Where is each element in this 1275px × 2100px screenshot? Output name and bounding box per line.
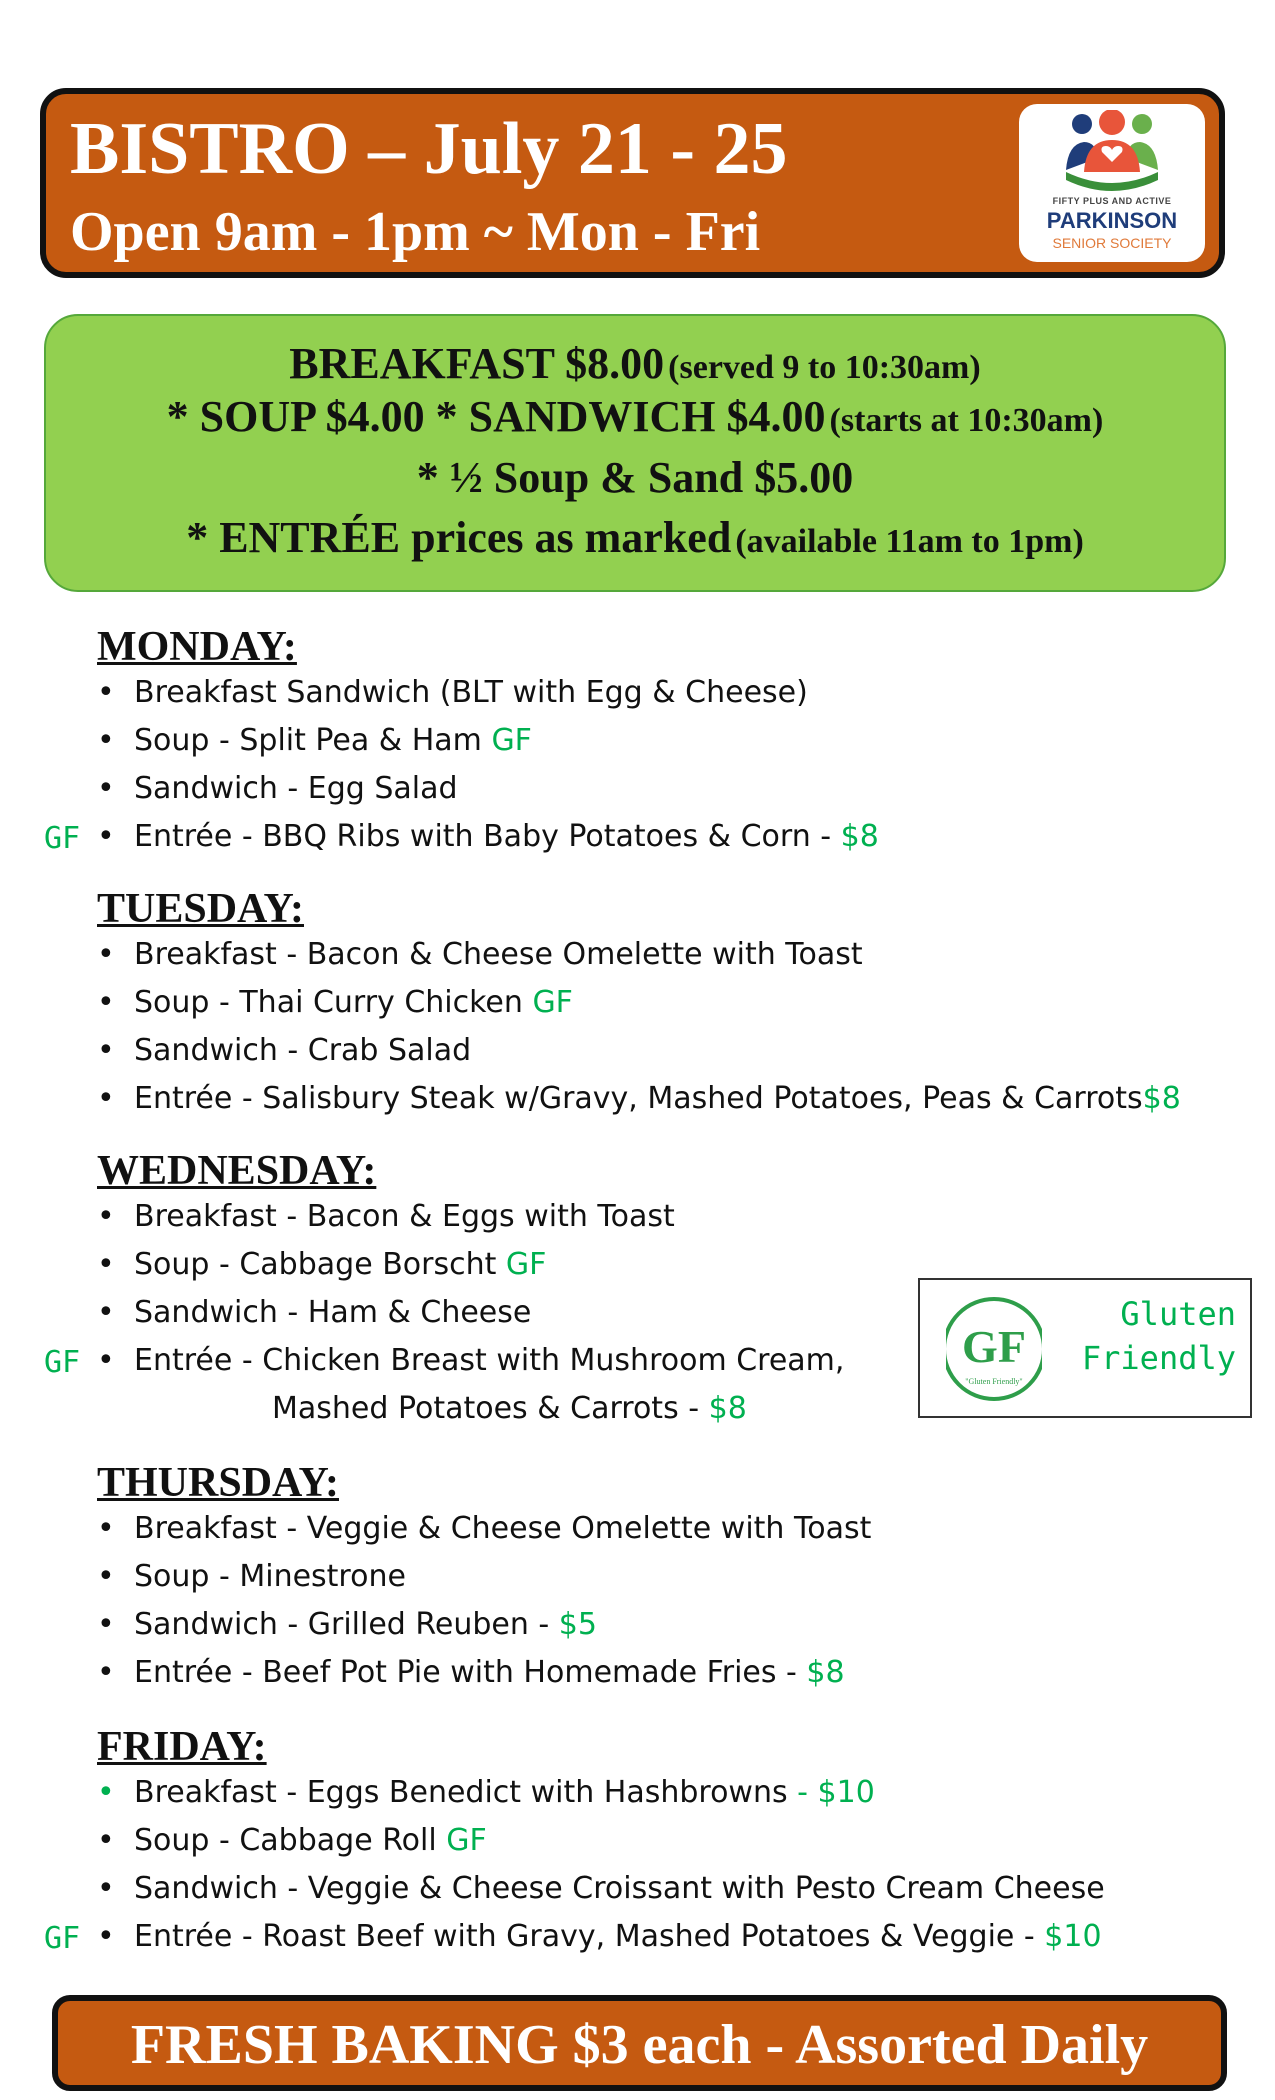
menu-item: • Entrée - Beef Pot Pie with Homemade Fries - $8 bbox=[97, 1655, 845, 1690]
price-entree: * ENTRÉE prices as marked bbox=[186, 513, 732, 562]
gf-margin-tag: GF bbox=[44, 1921, 81, 1956]
day-heading-friday: FRIDAY: bbox=[97, 1724, 267, 1770]
gf-legend-line1: Gluten bbox=[1120, 1295, 1236, 1333]
gf-tag: GF bbox=[446, 1823, 487, 1858]
price-line-soup-sandwich bbox=[46, 392, 1224, 441]
price-entree-note: (available 11am to 1pm) bbox=[735, 523, 1084, 560]
footer-banner bbox=[52, 1995, 1227, 2091]
price-box bbox=[44, 314, 1226, 592]
gluten-friendly-legend bbox=[918, 1278, 1252, 1418]
menu-item: • Breakfast - Bacon & Cheese Omelette with Toast bbox=[97, 937, 863, 972]
price-breakfast-note: (served 9 to 10:30am) bbox=[668, 349, 981, 386]
menu-item: • Sandwich - Veggie & Cheese Croissant with Pesto Cream Cheese bbox=[97, 1871, 1105, 1906]
logo-name: PARKINSON bbox=[1046, 208, 1178, 233]
day-heading-tuesday: TUESDAY: bbox=[97, 886, 304, 932]
gf-tag: GF bbox=[491, 723, 532, 758]
price-tag: $10 bbox=[1044, 1919, 1102, 1954]
header-banner bbox=[40, 88, 1225, 278]
opening-hours: Open 9am - 1pm ~ Mon - Fri bbox=[70, 201, 761, 263]
menu-item: • Entrée - BBQ Ribs with Baby Potatoes & Corn - $8 bbox=[97, 819, 879, 854]
price-tag: $8 bbox=[840, 819, 879, 854]
price-breakfast: BREAKFAST $8.00 bbox=[289, 339, 665, 388]
gf-legend-line2: Friendly bbox=[1081, 1339, 1236, 1377]
price-tag: $8 bbox=[708, 1391, 747, 1426]
page-title: BISTRO – July 21 - 25 bbox=[70, 108, 788, 190]
menu-item-continuation: Mashed Potatoes & Carrots - $8 bbox=[272, 1391, 747, 1426]
price-tag: - $10 bbox=[797, 1775, 875, 1810]
gf-margin-tag: GF bbox=[44, 821, 81, 856]
menu-item: • Entrée - Salisbury Steak w/Gravy, Mashed Potatoes, Peas & Carrots$8 bbox=[97, 1081, 1181, 1116]
menu-item: • Breakfast Sandwich (BLT with Egg & Cheese) bbox=[97, 675, 808, 710]
price-soup-sandwich-note: (starts at 10:30am) bbox=[829, 402, 1104, 439]
day-heading-thursday: THURSDAY: bbox=[97, 1460, 339, 1506]
day-heading-monday: MONDAY: bbox=[97, 624, 297, 670]
parkinson-logo bbox=[1019, 104, 1205, 262]
svg-text:"Gluten Friendly": "Gluten Friendly" bbox=[965, 1377, 1023, 1386]
fresh-baking-note: FRESH BAKING $3 each - Assorted Daily bbox=[130, 2014, 1149, 2076]
menu-item: • Breakfast - Eggs Benedict with Hashbrowns - $10 bbox=[97, 1775, 875, 1810]
gf-margin-tag: GF bbox=[44, 1345, 81, 1380]
menu-item: • Entrée - Chicken Breast with Mushroom Cream, bbox=[97, 1343, 845, 1378]
svg-text:GF: GF bbox=[962, 1321, 1026, 1372]
gf-tag: GF bbox=[532, 985, 573, 1020]
price-soup-sandwich: * SOUP $4.00 * SANDWICH $4.00 bbox=[166, 392, 826, 441]
price-tag: $5 bbox=[558, 1607, 597, 1642]
menu-item: • Soup - Cabbage Roll GF bbox=[97, 1823, 487, 1858]
menu-item: • Sandwich - Egg Salad bbox=[97, 771, 458, 806]
menu-item: • Entrée - Roast Beef with Gravy, Mashed Potatoes & Veggie - $10 bbox=[97, 1919, 1102, 1954]
price-line-entree bbox=[46, 513, 1224, 562]
menu-item: • Soup - Split Pea & Ham GF bbox=[97, 723, 532, 758]
gf-tag: GF bbox=[505, 1247, 547, 1282]
day-heading-wednesday: WEDNESDAY: bbox=[97, 1148, 377, 1194]
menu-item: • Breakfast - Veggie & Cheese Omelette with Toast bbox=[97, 1511, 872, 1546]
price-tag: $8 bbox=[1142, 1081, 1181, 1116]
price-half-soup-sand: * ½ Soup & Sand $5.00 bbox=[416, 453, 854, 502]
people-icon bbox=[1062, 110, 1162, 194]
price-line-half bbox=[46, 453, 1224, 502]
menu-item: • Breakfast - Bacon & Eggs with Toast bbox=[97, 1199, 675, 1234]
menu-item: • Soup - Minestrone bbox=[97, 1559, 406, 1594]
menu-item: • Sandwich - Ham & Cheese bbox=[97, 1295, 532, 1330]
logo-tagline: FIFTY PLUS AND ACTIVE bbox=[1052, 196, 1172, 206]
menu-item: • Sandwich - Crab Salad bbox=[97, 1033, 472, 1068]
gf-badge-icon bbox=[946, 1294, 1042, 1404]
menu-item: • Soup - Cabbage Borscht GF bbox=[97, 1247, 547, 1282]
menu-item: • Soup - Thai Curry Chicken GF bbox=[97, 985, 573, 1020]
price-line-breakfast bbox=[46, 339, 1224, 388]
menu-item: • Sandwich - Grilled Reuben - $5 bbox=[97, 1607, 597, 1642]
price-tag: $8 bbox=[806, 1655, 845, 1690]
logo-subname: SENIOR SOCIETY bbox=[1052, 235, 1172, 251]
